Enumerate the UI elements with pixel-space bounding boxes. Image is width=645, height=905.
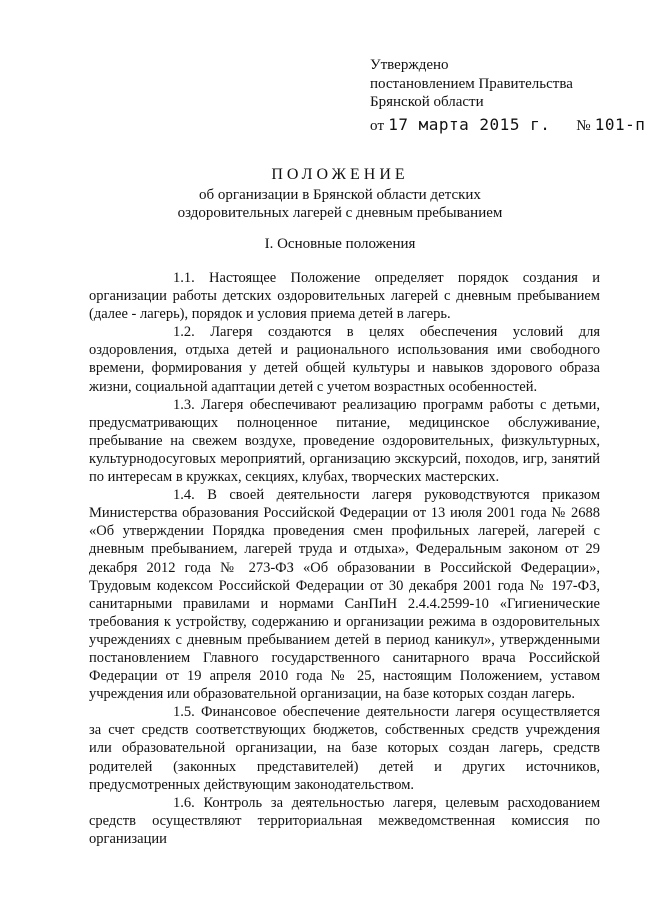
paragraph-number: 1.1. bbox=[173, 270, 195, 286]
paragraph-text: Лагеря обеспечивают реализацию программ работы с детьми, предусматривающих полноценное питание, медицинское обслуживание, пребывание на свежем воздухе, проведение оздоровительных, физкультурных, культурнодосуговых мероприятий, организацию экскурсий, походов, игр, занятий по интересам в кружках, секциях, клубах, творческих мастерских. bbox=[89, 396, 601, 486]
document-subtitle-line-1: об организации в Брянской области детских bbox=[199, 186, 481, 203]
paragraph-number: 1.5. bbox=[173, 704, 195, 721]
approval-line-approved: Утверждено bbox=[370, 57, 449, 73]
document-title: ПОЛОЖЕНИЕ bbox=[271, 166, 409, 183]
paragraph-number: 1.6. bbox=[173, 794, 195, 811]
paragraph-1-5 bbox=[89, 703, 600, 793]
paragraph-text: В своей деятельности лагеря руководствуются приказом Министерства образования Российской Федерации от 13 июля 2001 года № 2688 «Об утверждении Порядка проведения смен профильных лагерей, лагерей с дневным пребыванием, лагерей труда и отдыха», Федеральным законом от 29 декабря 2012 года № 273-ФЗ «Об образовании в Российской Федерации», Трудовым кодексом Российской Федерации от 30 декабря 2001 года № 197-ФЗ, санитарными правилами и нормами СанПиН 2.4.4.2599-10 «Гигиенические требования к устройству, содержанию и организации режима в оздоровительных учреждениях с дневным пребыванием детей в период каникул», утвержденными постановлением Главного государственного санитарного врача Российской Федерации от 19 апреля 2010 года № 25, настоящим Положением, уставом учреждения или образовательной организации, на базе которых создан лагерь. bbox=[89, 487, 600, 703]
approval-date: 17 марта 2015 г. bbox=[388, 114, 551, 134]
approval-stamp bbox=[370, 56, 645, 135]
approval-number: 101-п bbox=[594, 114, 645, 134]
paragraph-text: Лагеря создаются в целях обеспечения условий для оздоровления, отдыха детей и рационального использования ими свободного времени, формирования у детей общей культуры и навыков здорового образа жизни, социальной адаптации детей с учетом возрастных особенностей. bbox=[89, 324, 601, 395]
paragraph-text: Финансовое обеспечение деятельности лагеря осуществляется за счет средств соответствующих бюджетов, собственных средств учреждения или образовательной организации, на базе которых создан лагерь, средств родителей (законных представителей) детей и других источников, предусмотренных действующим законодательством. bbox=[89, 704, 601, 793]
approval-date-line bbox=[370, 114, 645, 136]
paragraph-number: 1.3. bbox=[173, 396, 195, 413]
paragraph-1-1 bbox=[89, 269, 600, 323]
document-body bbox=[89, 269, 600, 848]
paragraph-1-4 bbox=[89, 486, 600, 703]
paragraph-text: Контроль за деятельностью лагеря, целевым расходованием средств осуществляют территориальная межведомственная комиссия по организации bbox=[89, 794, 600, 847]
approval-line-region: Брянской области bbox=[370, 94, 484, 110]
paragraph-number: 1.4. bbox=[173, 487, 195, 504]
paragraph-1-2 bbox=[89, 323, 600, 395]
paragraph-text: Настоящее Положение определяет порядок создания и организации работы детских оздоровительных лагерей с дневным пребыванием (далее - лагерь), порядок и условия приема детей в лагерь. bbox=[89, 270, 600, 323]
document-subtitle-line-2: оздоровительных лагерей с дневным пребыванием bbox=[177, 205, 503, 221]
number-prefix: № bbox=[576, 117, 591, 134]
paragraph-1-6 bbox=[89, 794, 600, 848]
date-prefix: от bbox=[370, 117, 385, 134]
paragraph-1-3 bbox=[89, 396, 600, 486]
document-title-block bbox=[60, 166, 620, 223]
approval-line-resolution: постановлением Правительства bbox=[370, 75, 573, 92]
section-heading: I. Основные положения bbox=[264, 236, 416, 252]
paragraph-number: 1.2. bbox=[173, 324, 195, 341]
